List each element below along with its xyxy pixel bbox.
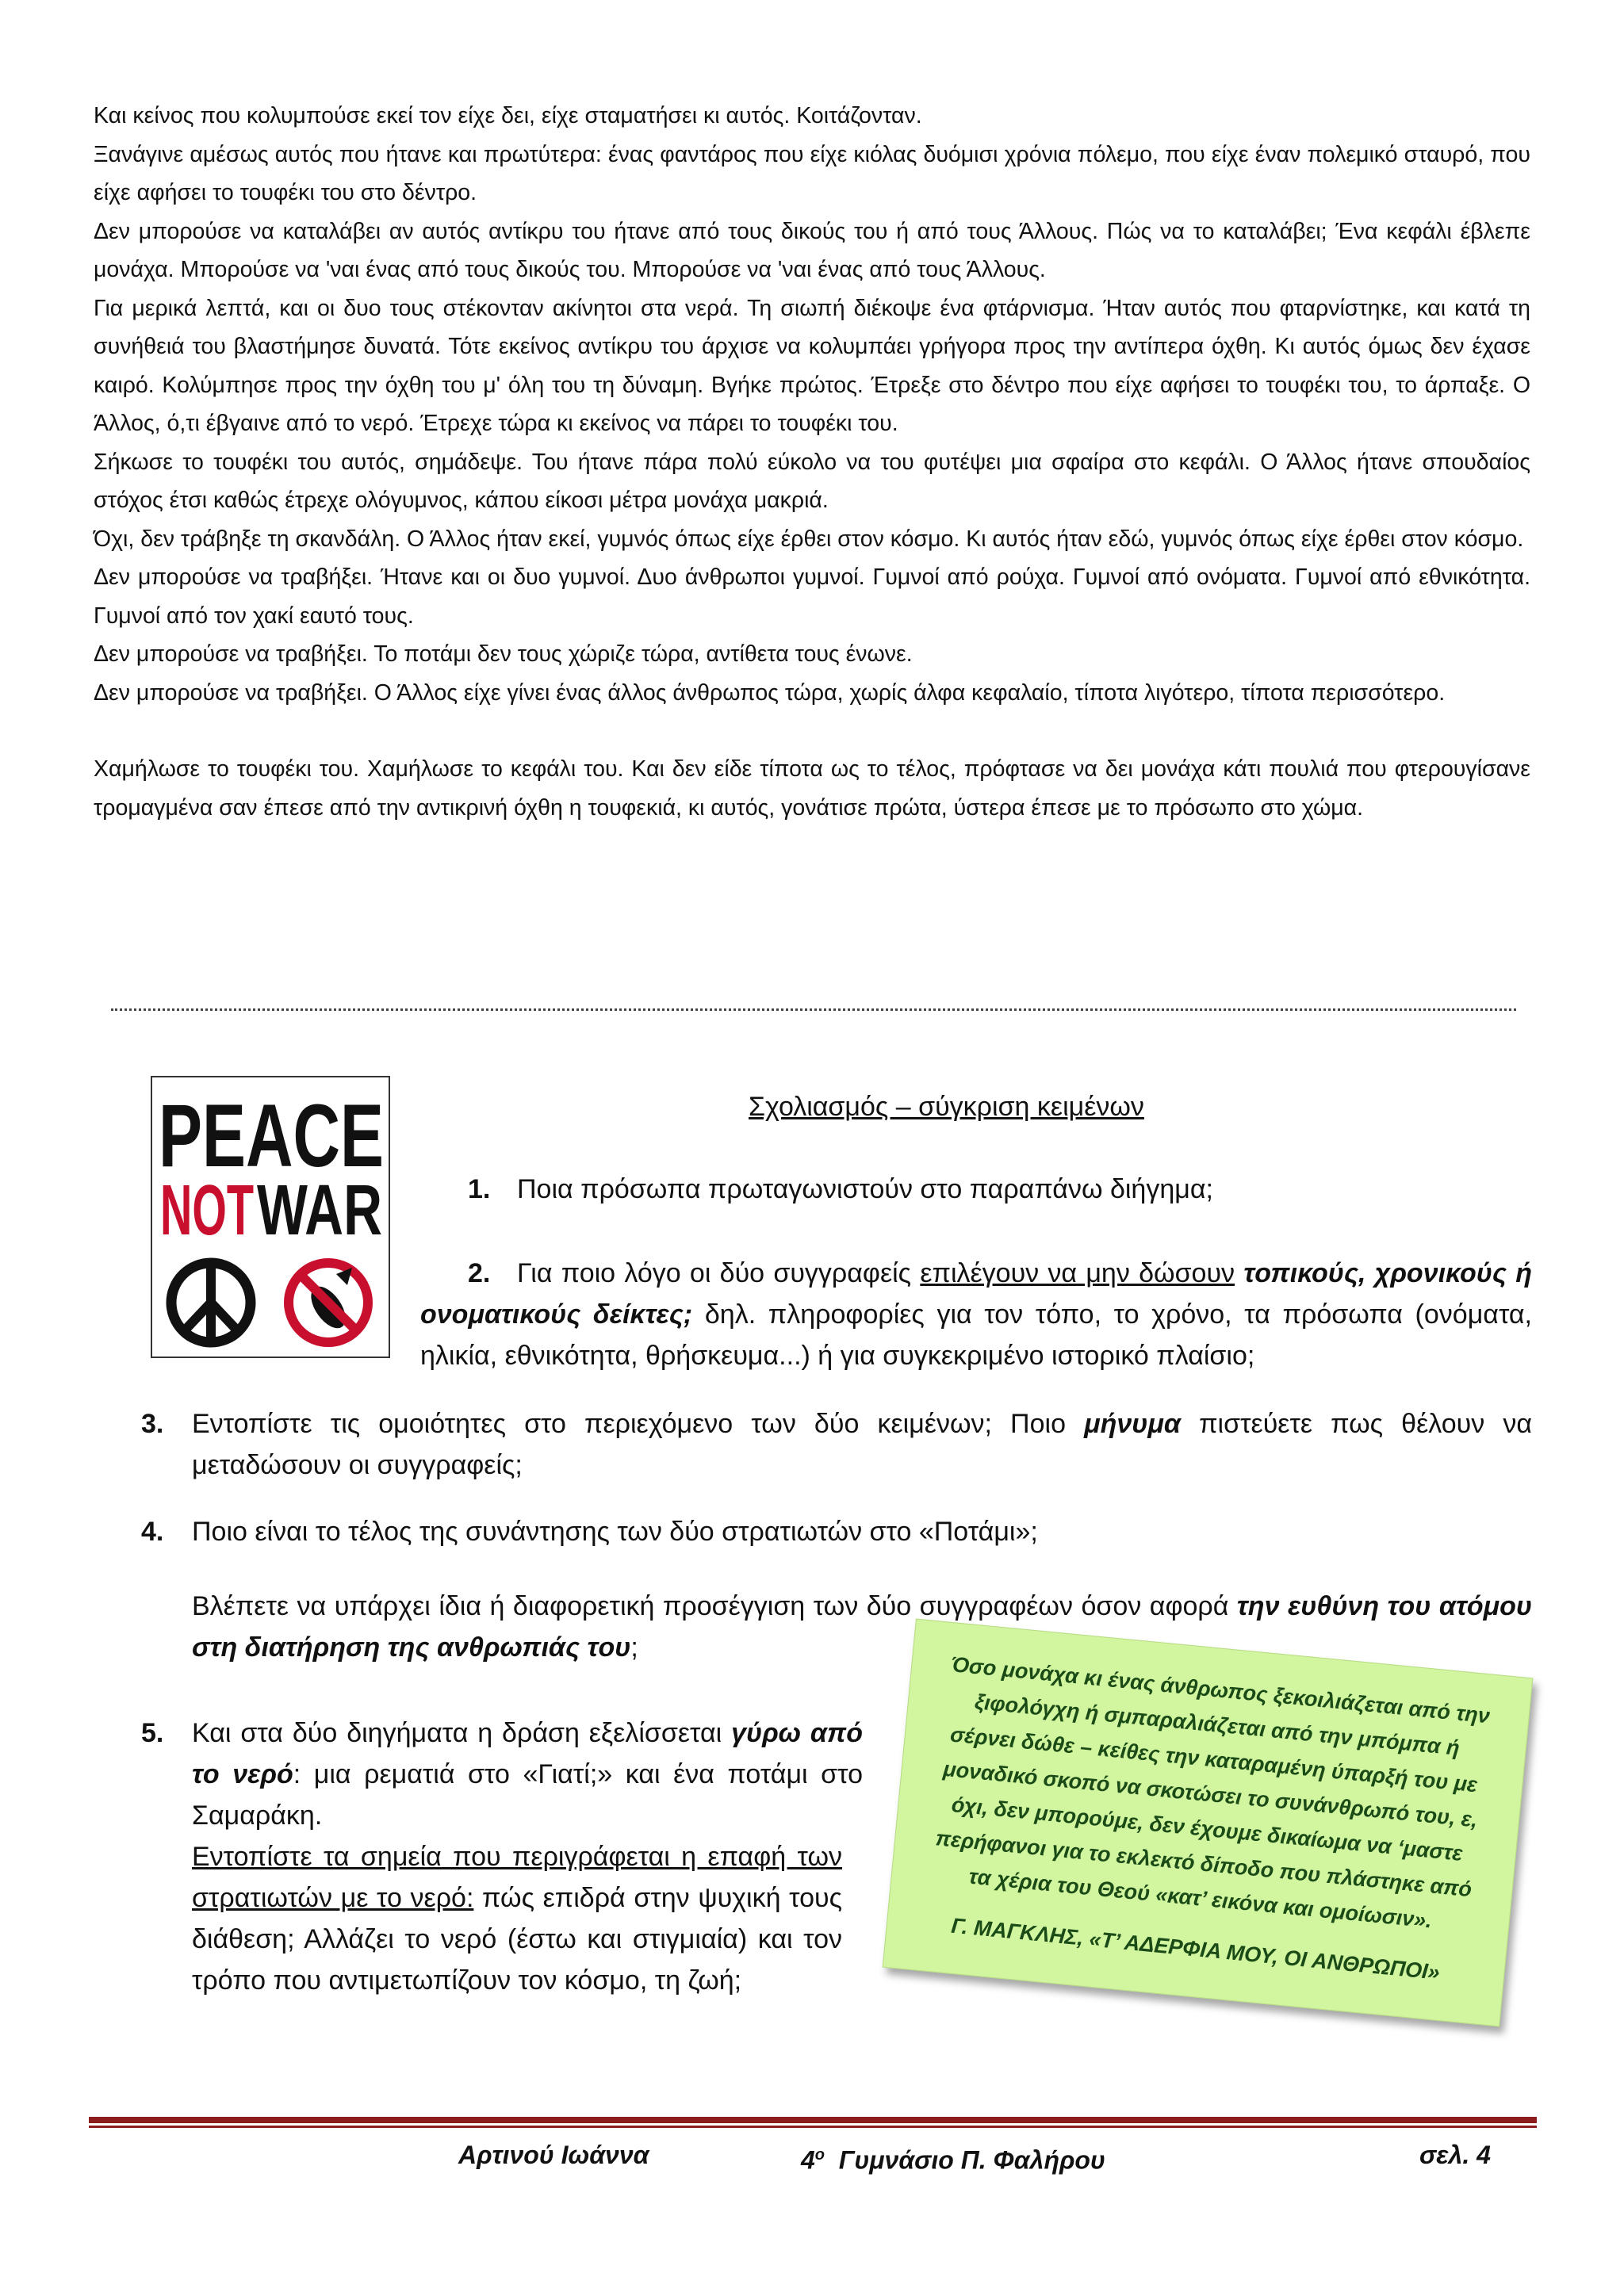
question-5 (141, 1712, 863, 2001)
logo-not-text: NOT (160, 1171, 255, 1250)
story-final-paragraph: Χαμήλωσε το τουφέκι του. Χαμήλωσε το κεφάλι του. Και δεν είδε τίποτα ως το τέλος, πρόφτασε να δει μονάχα κάτι πουλιά που φτερουγίσανε τρομαγμένα σαν έπεσε από την αντικρινή όχθη η τουφεκιά, κι αυτός, γονάτισε πρώτα, ύστερα έπεσε με το πρόσωπο στο χώμα. (94, 756, 1530, 821)
question-subtext: Βλέπετε να υπάρχει ίδια ή διαφορετική προσέγγιση των δύο συγγραφέων όσον αφορά την ευθύνη του ατόμου στη διατήρηση της ανθρωπιάς του; (192, 1591, 1532, 1663)
quote-note (883, 1619, 1534, 2027)
question-2 (420, 1253, 1532, 1376)
question-text: Για ποιο λόγο οι δύο συγγραφείς επιλέγουν να μην δώσουν τοπικούς, χρονικούς ή ονοματικούς δείκτες; δηλ. πληροφορίες για τον τόπο, το χρόνο, τα πρόσωπα (ονόματα, ηλικία, εθνικότητα, θρήσκευμα...) ή για συγκεκριμένο ιστορικό πλαίσιο; (420, 1258, 1532, 1371)
question-number: 2. (468, 1258, 491, 1288)
footer-rule (89, 2117, 1537, 2123)
quote-text: Όσο μονάχα κι ένας άνθρωπος ξεκοιλιάζεται από την ξιφολόγχη ή σμπαραλιάζεται από την μπόμπα ή σέρνει δώθε – κείθες την καταραμένη ύπαρξή του με μοναδικό σκοπό να σκοτώσει το συνάνθρωπό του, ε, όχι, δεν μπορούμε, δεν έχουμε δικαίωμα να ‘μαστε περήφανοι για το εκλεκτό δίποδο που πλάστηκε από τα χέρια του Θεού «κατ’ εικόνα και ομοίωσιν». (934, 1652, 1492, 1933)
peace-not-war-logo (151, 1076, 390, 1358)
logo-war-text: WAR (257, 1171, 382, 1250)
question-text: Και στα δύο διηγήματα η δράση εξελίσσεται γύρω από το νερό: μια ρεματιά στο «Γιατί;» και ένα ποτάμι στο Σαμαράκη. (192, 1718, 863, 1831)
question-number: 5. (141, 1718, 164, 1748)
story-paragraph: Για μερικά λεπτά, και οι δυο τους στέκονταν ακίνητοι στα νερά. Τη σιωπή διέκοψε ένα φτάρνισμα. Ήταν αυτός που φταρνίστηκε, και κατά τη συνήθειά του βλαστήμησε δυνατά. Τότε εκείνος αντίκρυ του άρχισε να κολυμπάει γρήγορα προς την αντίπερα όχθη. Κι αυτός όμως δεν έχασε καιρό. Κολύμπησε προς την όχθη του μ' όλη του τη δύναμη. Βγήκε πρώτος. Έτρεξε στο δέντρο που είχε αφήσει το τουφέκι του, το άρπαξε. Ο Άλλος, ό,τι έβγαινε από το νερό. Έτρεχε τώρα κι εκείνος να πάρει το τουφέκι του. (94, 295, 1530, 436)
footer-school: $4^o$ Γυμνάσιο Π. Φαλήρου (801, 2145, 1105, 2175)
question-number: 4. (141, 1517, 164, 1547)
section-title: Σχολιασμός – σύγκριση κειμένων (749, 1092, 1144, 1122)
question-number: 1. (468, 1174, 491, 1204)
footer-page-number: σελ. 4 (1419, 2141, 1491, 2169)
footer-author: Αρτινού Ιωάννα (458, 2141, 649, 2169)
question-number: 3. (141, 1409, 164, 1439)
question-text: Ποια πρόσωπα πρωταγωνιστούν στο παραπάνω διήγημα; (517, 1174, 1213, 1204)
question-text: Ποιο είναι το τέλος της συνάντησης των δύο στρατιωτών στο «Ποτάμι»; (192, 1517, 1038, 1547)
story-text (94, 97, 1530, 827)
story-paragraph: Δεν μπορούσε να τραβήξει. Ήτανε και οι δυο γυμνοί. Δυο άνθρωποι γυμνοί. Γυμνοί από ρούχα. Γυμνοί από ονόματα. Γυμνοί από εθνικότητα. Γυμνοί από τον χακί εαυτό τους. (94, 564, 1530, 629)
question-1 (468, 1169, 1530, 1210)
story-paragraph: Δεν μπορούσε να καταλάβει αν αυτός αντίκρυ του ήτανε από τους δικούς του ή από τους Άλλους. Πώς να το καταλάβει; Ένα κεφάλι έβλεπε μονάχα. Μπορούσε να 'ναι ένας από τους δικούς του. Μπορούσε να 'ναι ένας από τους Άλλους. (94, 218, 1530, 282)
dotted-separator (111, 1008, 1516, 1011)
footer-rule-thin (89, 2126, 1537, 2128)
question-subtext: Εντοπίστε τα σημεία που περιγράφεται η επαφή των στρατιωτών με το νερό: πώς επιδρά στην ψυχική τους διάθεση; Αλλάζει το νερό (έστω και στιγμιαία) και τον τρόπο που αντιμετωπίζουν τον κόσμο, τη ζωή; (192, 1842, 842, 1996)
story-paragraph: Σήκωσε το τουφέκι του αυτός, σημάδεψε. Του ήτανε πάρα πολύ εύκολο να του φυτέψει μια σφαίρα στο κεφάλι. Ο Άλλος ήτανε σπουδαίος στόχος έτσι καθώς έτρεχε ολόγυμνος, κάπου είκοσι μέτρα μονάχα μακριά. (94, 449, 1530, 513)
story-paragraph: Ξανάγινε αμέσως αυτός που ήτανε και πρωτύτερα: ένας φαντάρος που είχε κιόλας δυόμισι χρόνια πόλεμο, που είχε έναν πολεμικό σταυρό, που είχε αφήσει το τουφέκι του στο δέντρο. (94, 141, 1530, 205)
quote-author: Γ. ΜΑΓΚΛΗΣ, «Τ’ ΑΔΕΡΦΙΑ ΜΟΥ, ΟΙ ΑΝΘΡΩΠΟΙ» (950, 1913, 1442, 1984)
question-4 (141, 1511, 1532, 1668)
no-bomb-icon (289, 1263, 368, 1342)
peace-symbol-icon (171, 1263, 251, 1342)
question-text: Εντοπίστε τις ομοιότητες στο περιεχόμενο των δύο κειμένων; Ποιο μήνυμα πιστεύετε πως θέλουν να μεταδώσουν οι συγγραφείς; (192, 1409, 1533, 1480)
story-paragraph: Δεν μπορούσε να τραβήξει. Ο Άλλος είχε γίνει ένας άλλος άνθρωπος τώρα, χωρίς άλφα κεφαλαίο, τίποτα λιγότερο, τίποτα περισσότερο. (94, 679, 1446, 706)
story-paragraph: Δεν μπορούσε να τραβήξει. Το ποτάμι δεν τους χώριζε τώρα, αντίθετα τους ένωνε. (94, 641, 913, 667)
question-3 (141, 1403, 1532, 1486)
story-paragraph: Όχι, δεν τράβηξε τη σκανδάλη. Ο Άλλος ήταν εκεί, γυμνός όπως είχε έρθει στον κόσμο. Κι αυτός ήταν εδώ, γυμνός όπως είχε έρθει στον κόσμο. (94, 526, 1524, 552)
logo-peace-text: PEACE (159, 1086, 384, 1185)
story-paragraph: Και κείνος που κολυμπούσε εκεί τον είχε δει, είχε σταματήσει κι αυτός. Κοιτάζονταν. (94, 103, 922, 128)
peace-logo-graphic (152, 1077, 390, 1358)
